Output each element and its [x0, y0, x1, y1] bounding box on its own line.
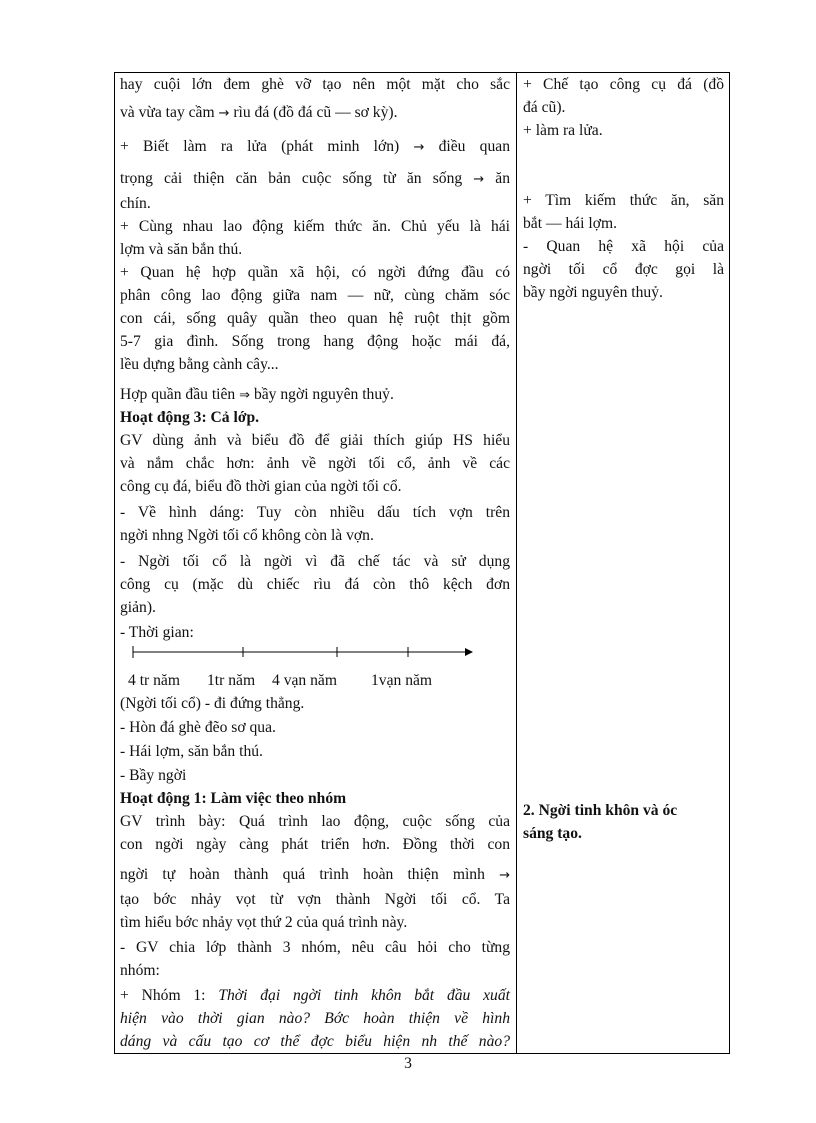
text-line: + Cùng nhau lao động kiếm thức ăn. Chủ yếu là hái: [120, 218, 510, 235]
text-line: + Nhóm 1: Thời đại ngời tinh khôn bắt đầu xuất: [120, 987, 510, 1004]
text-line: + Tìm kiếm thức ăn, săn: [523, 192, 724, 209]
section-title: sáng tạo.: [523, 825, 582, 842]
text-line: giản).: [120, 599, 156, 616]
text-line: công cụ đá, biểu đồ thời gian của ngời tối cổ.: [120, 478, 402, 495]
text-line: GV trình bày: Quá trình lao động, cuộc sống của: [120, 813, 510, 830]
timeline-label: 4 tr năm: [128, 672, 180, 689]
text-line: - Ngời tối cổ là ngời vì đã chế tác và sử dụng: [120, 553, 510, 570]
text-line: bắt — hái lợm.: [523, 215, 617, 232]
section-title: 2. Ngời tinh khôn và óc: [523, 802, 678, 819]
text-line: GV dùng ảnh và biểu đồ để giải thích giúp HS hiểu: [120, 432, 510, 449]
text-line: (Ngời tối cổ) - đi đứng thẳng.: [120, 695, 305, 712]
text-line: - Quan hệ xã hội của: [523, 238, 724, 255]
lesson-table: [114, 72, 730, 1054]
text-line: hiện vào thời gian nào? Bớc hoàn thiện về hình: [120, 1010, 510, 1027]
text-line: con cái, sống quây quần theo quan hệ ruột thịt gồm: [120, 310, 510, 327]
text-line: tìm hiểu bớc nhảy vọt thứ 2 của quá trình này.: [120, 914, 408, 931]
text-line: ngời nhng Ngời tối cổ không còn là vợn.: [120, 527, 374, 544]
text-line: phân công lao động giữa nam — nữ, cùng chăm sóc: [120, 287, 510, 304]
double-arrow-icon: ⇒: [239, 388, 251, 403]
timeline-label: 4 vạn năm: [272, 672, 337, 689]
text-line: - Thời gian:: [120, 624, 194, 641]
text-line: - Hòn đá ghè đẽo sơ qua.: [120, 719, 276, 736]
section-heading: Hoạt động 1: Làm việc theo nhóm: [120, 790, 347, 807]
text-line: nhóm:: [120, 962, 160, 979]
timeline-label: 1tr năm: [207, 672, 256, 689]
text-line: ngời tối cổ đợc gọi là: [523, 261, 724, 278]
text-line: dáng và cấu tạo cơ thể đợc biểu hiện nh thế nào?: [120, 1033, 510, 1050]
timeline-label: 1vạn năm: [371, 672, 433, 689]
text-line: bầy ngời nguyên thuỷ.: [523, 284, 663, 301]
text-line: - Bầy ngời: [120, 767, 187, 784]
text-line: đá cũ).: [523, 99, 566, 116]
page-number: 3: [404, 1055, 412, 1072]
text-line: ngời tự hoàn thành quá trình hoàn thiện mình →: [120, 866, 510, 883]
timeline-axis: [125, 644, 475, 660]
text-line: lều dựng bằng cành cây...: [120, 356, 279, 373]
text-line: - GV chia lớp thành 3 nhóm, nêu câu hỏi cho từng: [120, 939, 510, 956]
text-line: công cụ (mặc dù chiếc rìu đá còn thô kệch đơn: [120, 576, 510, 593]
left-column: [115, 73, 517, 1053]
text-line: 5-7 gia đình. Sống trong hang động hoặc mái đá,: [120, 333, 510, 350]
text-line: + làm ra lửa.: [523, 122, 603, 139]
arrow-icon: →: [499, 868, 510, 883]
text-line: chín.: [120, 195, 151, 212]
timeline-arrowhead: [465, 648, 473, 656]
text-line: lợm và săn bắn thú.: [120, 241, 243, 258]
arrow-icon: →: [218, 106, 230, 121]
text-line: con ngời ngày càng phát triển hơn. Đồng thời con: [120, 836, 510, 853]
section-heading: Hoạt động 3: Cả lớp.: [120, 409, 260, 426]
text-line: tạo bớc nhảy vọt từ vợn thành Ngời tối cổ. Ta: [120, 891, 510, 908]
arrow-icon: →: [473, 172, 485, 187]
text-line: hay cuội lớn đem ghè vỡ tạo nên một mặt cho sắc: [120, 76, 510, 93]
text-line: trọng cải thiện căn bản cuộc sống từ ăn sống → ăn: [120, 170, 511, 187]
text-line: Hợp quần đầu tiên ⇒ bầy ngời nguyên thuỷ.: [120, 386, 394, 403]
arrow-icon: →: [413, 140, 425, 155]
text-line: và nắm chắc hơn: ảnh về ngời tối cổ, ảnh về các: [120, 455, 510, 472]
text-line: và vừa tay cầm → rìu đá (đồ đá cũ — sơ kỳ).: [120, 104, 398, 121]
text-line: + Quan hệ hợp quần xã hội, có ngời đứng đầu có: [120, 264, 510, 281]
right-column: [517, 73, 729, 1053]
text-line: - Về hình dáng: Tuy còn nhiều dấu tích vợn trên: [120, 504, 510, 521]
text-line: - Hái lợm, săn bắn thú.: [120, 743, 263, 760]
text-line: + Chế tạo công cụ đá (đồ: [523, 76, 724, 93]
text-line: + Biết làm ra lửa (phát minh lớn) → điều quan: [120, 138, 510, 155]
